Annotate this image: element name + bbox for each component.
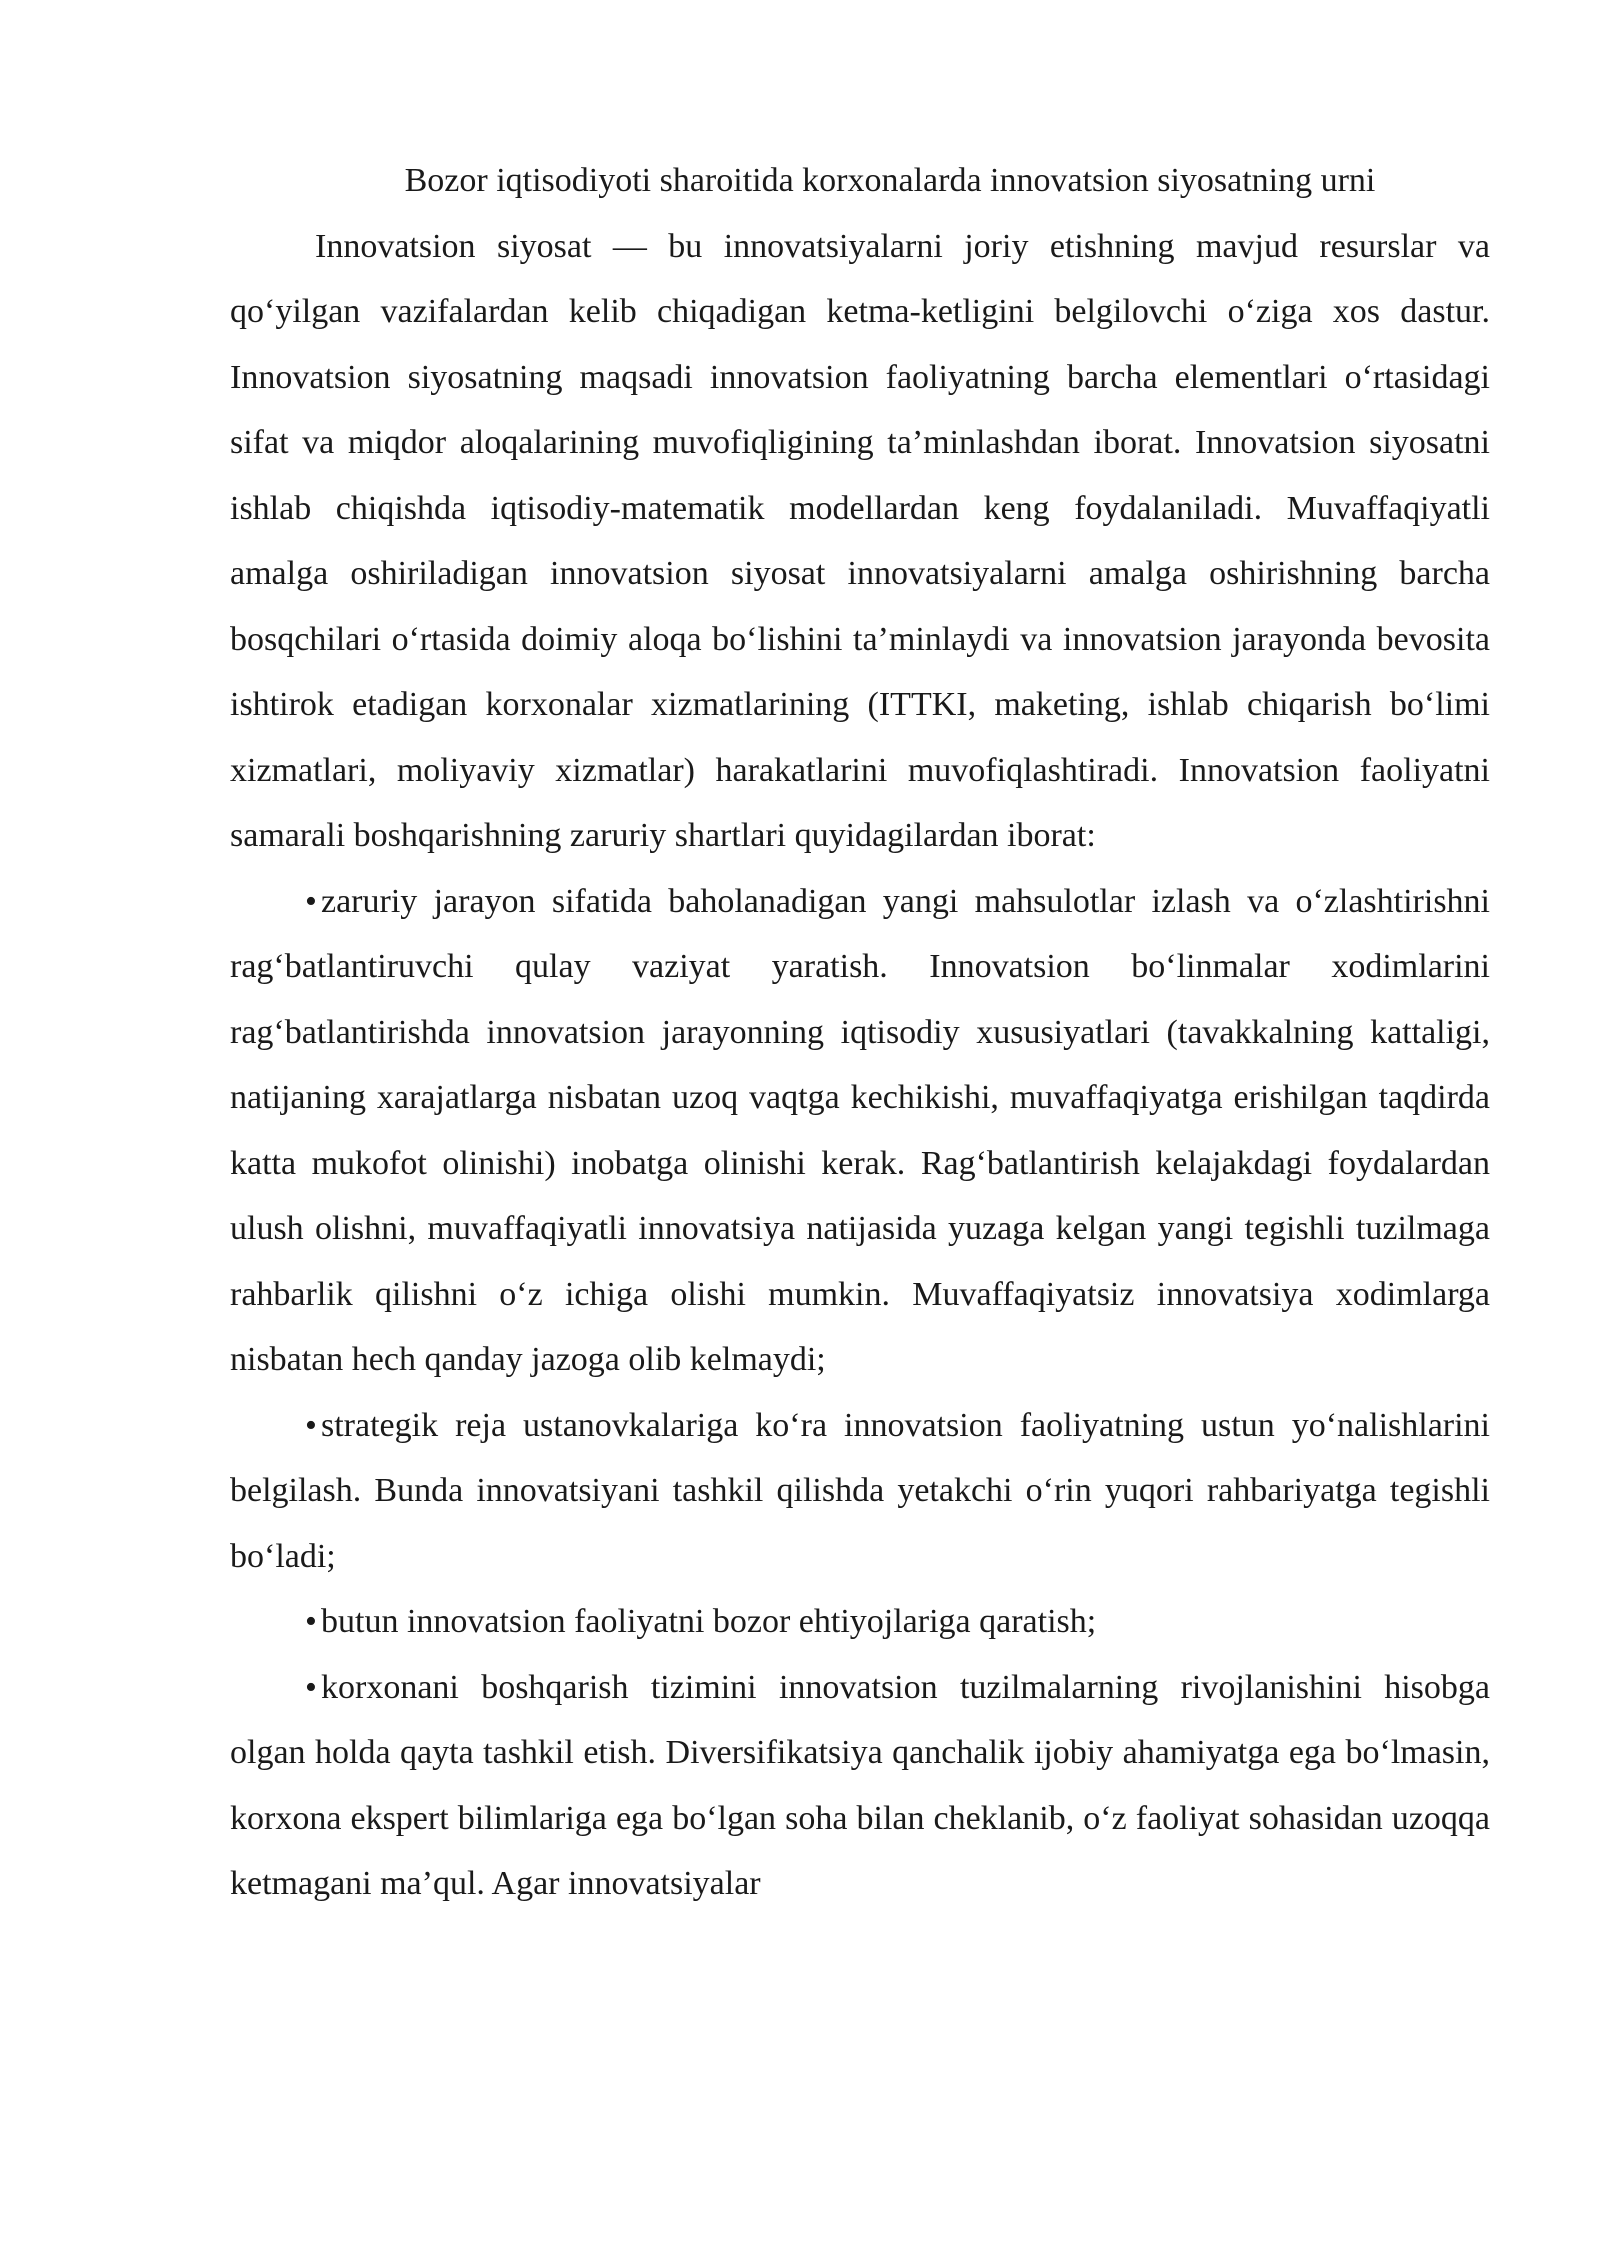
bullet-text-3: butun innovatsion faoliyatni bozor ehtiyojlariga qaratish;: [321, 1603, 1097, 1640]
intro-paragraph: Innovatsion siyosat — bu innovatsiyalarni joriy etishning mavjud resurslar va qo‘yilgan vazifalardan kelib chiqadigan ketma-ketligini belgilovchi o‘ziga xos dastur. Innovatsion siyosatning maqsadi innovatsion faoliyatning barcha elementlari o‘rtasidagi sifat va miqdor aloqalarining muvofiqligining ta’minlashdan iborat. Innovatsion siyosatni ishlab chiqishda iqtisodiy-matematik modellardan keng foydalaniladi. Muvaffaqiyatli amalga oshiriladigan innovatsion siyosat innovatsiyalarni amalga oshirishning barcha bosqchilari o‘rtasida doimiy aloqa bo‘lishini ta’minlaydi va innovatsion jarayonda bevosita ishtirok etadigan korxonalar xizmatlarining (ITTKI, maketing, ishlab chiqarish bo‘limi xizmatlari, moliyaviy xizmatlar) harakatlarini muvofiqlashtiradi. Innovatsion faoliyatni samarali boshqarishning zaruriy shartlari quyidagilardan iborat:: [230, 227, 1490, 854]
bullet-text-4: korxonani boshqarish tizimini innovatsion tuzilmalarning rivojlanishini hisobga olgan holda qayta tashkil etish. Diversifikatsiya qanchalik ijobiy ahamiyatga ega bo‘lmasin, korxona ekspert bilimlariga ega bo‘lgan soha bilan cheklanib, o‘z faoliyat sohasidan uzoqqa ketmagani ma’qul. Agar innovatsiyalar: [230, 1668, 1490, 1902]
bullet-text-1: zaruriy jarayon sifatida baholanadigan yangi mahsulotlar izlash va o‘zlashtirishni rag‘batlantiruvchi qulay vaziyat yaratish. Innovatsion bo‘linmalar xodimlarini rag‘batlantirishda innovatsion jarayonning iqtisodiy xususiyatlari (tavakkalning kattaligi, natijaning xarajatlarga nisbatan uzoq vaqtga kechikishi, muvaffaqiyatga erishilgan taqdirda katta mukofot olinishi) inobatga olinishi kerak. Rag‘batlantirish kelajakdagi foydalardan ulush olishni, muvaffaqiyatli innovatsiya natijasida yuzaga kelgan yangi tegishli tuzilmaga rahbarlik qilishni o‘z ichiga olishi mumkin. Muvaffaqiyatsiz innovatsiya xodimlarga nisbatan hech qanday jazoga olib kelmaydi;: [230, 882, 1490, 1378]
bullet-icon: •: [305, 1603, 317, 1640]
document-title: Bozor iqtisodiyoti sharoitida korxonalarda innovatsion siyosatning urni: [404, 162, 1376, 199]
bullet-icon: •: [305, 882, 317, 920]
document-body: [230, 148, 1490, 1917]
bullet-icon: •: [305, 1406, 317, 1444]
bullet-icon: •: [305, 1668, 317, 1706]
bullet-item-1: [230, 869, 1490, 1393]
bullet-item-4: [230, 1655, 1490, 1917]
bullet-text-2: strategik reja ustanovkalariga ko‘ra innovatsion faoliyatning ustun yo‘nalishlarini belgilash. Bunda innovatsiyani tashkil qilishda yetakchi o‘rin yuqori rahbariyatga tegishli bo‘ladi;: [230, 1406, 1490, 1575]
bullet-item-3: [230, 1589, 1490, 1655]
bullet-item-2: [230, 1393, 1490, 1590]
